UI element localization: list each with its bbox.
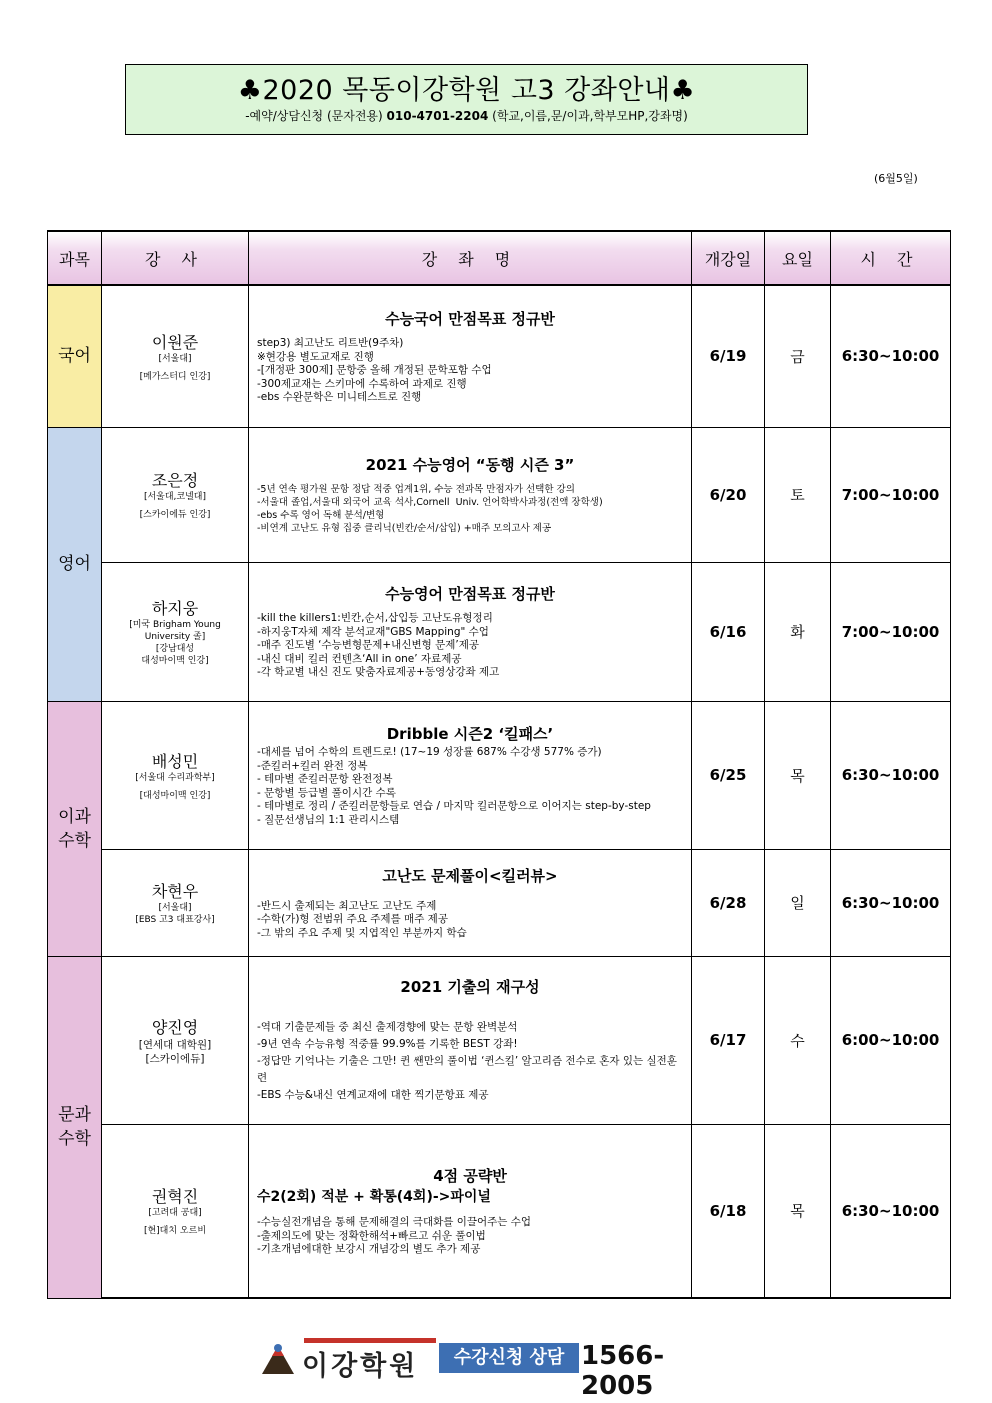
weekday: 화 (765, 562, 831, 701)
start-date: 6/18 (692, 1124, 765, 1298)
instructor-cell (102, 285, 249, 427)
course-cell (249, 849, 692, 956)
table-row (48, 1124, 951, 1298)
start-date: 6/20 (692, 427, 765, 562)
instructor-cell (102, 1124, 249, 1298)
instructor-name: 차현우 (151, 882, 199, 901)
contact-phone: 010-4701-2204 (386, 109, 489, 123)
academy-logo-icon (258, 1340, 298, 1376)
instructor-affiliation: [서울대] (158, 353, 192, 364)
course-description: -kill the killers1:빈칸,순서,삽입등 고난도유형정리 -하지웅T자체 제작 분석교재"GBS Mapping" 수업 -매주 진도별 ‘수능변형문제+내신변형 문제’제공 -내신 대비 킬러 컨텐츠‘All in one’ 자료제공 -각 학교별 내신 진도 맞춤자료제공+동영상강좌 제고 (257, 612, 500, 679)
subject-english: 영어 (48, 427, 102, 701)
course-title: 4점 공략반 (433, 1167, 507, 1185)
instructor-affiliation: [서울대] (158, 903, 192, 913)
table-header-row (48, 231, 951, 285)
instructor-name: 하지웅 (151, 599, 199, 618)
footer-banner (258, 1338, 718, 1401)
course-description: step3) 최고난도 리트반(9주차) ※현강용 별도교재로 진행 -[개정판 300제] 문항중 올해 개정된 문학포함 수업 -300제교재는 스키마에 수록하여 과제로 진행 -ebs 수완문학은 미니테스트로 진행 (257, 337, 492, 403)
table-row (48, 285, 951, 427)
instructor-affiliation: [연세대 대학원] (138, 1038, 212, 1051)
instructor-name: 권혁진 (151, 1187, 199, 1207)
weekday: 목 (765, 1124, 831, 1298)
course-title: 2021 기출의 재구성 (400, 978, 540, 996)
instructor-cell (102, 849, 249, 956)
class-time: 6:30~10:00 (831, 285, 951, 427)
weekday: 토 (765, 427, 831, 562)
logo-strip (304, 1338, 436, 1343)
table-row (48, 701, 951, 849)
schedule-table (47, 230, 951, 1299)
class-time: 6:30~10:00 (831, 1124, 951, 1298)
start-date: 6/16 (692, 562, 765, 701)
class-time: 7:00~10:00 (831, 562, 951, 701)
class-time: 6:30~10:00 (831, 849, 951, 956)
course-title: 고난도 문제풀이<킬러뷰> (382, 866, 558, 885)
start-date: 6/28 (692, 849, 765, 956)
instructor-name: 양진영 (151, 1017, 199, 1037)
course-subtitle: 수2(2회) 적분 + 확통(4회)->파이널 (257, 1189, 491, 1205)
instructor-name: 조은정 (151, 471, 199, 490)
contact-line (126, 108, 807, 124)
instructor-platform: [메가스터디 인강] (139, 371, 211, 382)
course-cell (249, 562, 692, 701)
weekday: 목 (765, 701, 831, 849)
instructor-cell (102, 427, 249, 562)
instructor-name: 이원준 (151, 332, 199, 352)
class-time: 7:00~10:00 (831, 427, 951, 562)
table-row (48, 956, 951, 1124)
instructor-cell (102, 562, 249, 701)
instructor-affiliation: [서울대 수리과학부] (135, 772, 215, 783)
instructor-platform: [스카이에듀] (145, 1052, 205, 1065)
start-date: 6/25 (692, 701, 765, 849)
header-weekday: 요일 (765, 231, 831, 285)
course-cell (249, 1124, 692, 1298)
course-cell (249, 427, 692, 562)
weekday: 금 (765, 285, 831, 427)
header-time: 시 간 (831, 231, 951, 285)
page-title: ♣2020 목동이강학원 고3 강좌안내♣ (237, 75, 696, 106)
header-course: 강 좌 명 (249, 231, 692, 285)
date-note: (6월5일) (874, 172, 918, 185)
instructor-affiliation: [서울대,코넬대] (143, 492, 207, 502)
instructor-platform: [스카이에듀 인강] (139, 510, 211, 520)
contact-prefix: -예약/상담신청 (문자전용) (245, 109, 387, 123)
instructor-cell (102, 701, 249, 849)
title-banner (125, 64, 808, 135)
subject-korean: 국어 (48, 285, 102, 427)
weekday: 수 (765, 956, 831, 1124)
course-description: -대세를 넘어 수학의 트렌드로! (17~19 성장률 687% 수강생 577% 증가) -준킬러+킬러 완전 정복 - 테마별 준킬러문항 완전정복 - 문항별 등급별 풀이시간 수록 - 테마별로 정리 / 준킬러문항들로 연습 / 마지막 킬러문항으로 이어지는 step-by-step - 질문선생님의 1:1 관리시스템 (257, 746, 651, 826)
course-description: -5년 연속 평가원 문항 정답 적중 업계1위, 수능 전과목 만점자가 선택한 강의 -서울대 졸업,서울대 외국어 교육 석사,Cornell Univ. 언어학박사과정(전액 장학생) -ebs 수록 영어 독해 분석/변형 -비연계 고난도 유형 집중 클리닉(빈칸/순서/삽입) +매주 모의고사 제공 (257, 484, 603, 534)
class-time: 6:00~10:00 (831, 956, 951, 1124)
table-row (48, 562, 951, 701)
consultation-button[interactable]: 수강신청 상담 (439, 1343, 579, 1373)
course-description: -역대 기출문제들 중 최신 출제경향에 맞는 문항 완벽분석 -9년 연속 수능유형 적중률 99.9%를 기록한 BEST 강좌! -정답만 기억나는 기출은 그만! 퀸 쌘만의 풀이법 ‘퀸스킬’ 알고리즘 전수로 혼자 있는 실전훈련 -EBS 수능&내신 연계교재에 대한 찍기문항표 제공 (257, 1021, 677, 1101)
header-instructor: 강 사 (102, 231, 249, 285)
instructor-affiliation: [미국 Brigham Young University 졸] (129, 620, 221, 642)
start-date: 6/17 (692, 956, 765, 1124)
weekday: 일 (765, 849, 831, 956)
course-description: -반드시 출제되는 최고난도 고난도 주제 -수학(가)형 전범위 주요 주제를 매주 제공 -그 밖의 주요 주제 및 지엽적인 부분까지 학습 (257, 899, 467, 939)
course-title: 수능국어 만점목표 정규반 (385, 310, 555, 328)
instructor-platform: [대성마이맥 인강] (139, 790, 211, 801)
course-cell (249, 285, 692, 427)
instructor-platform: [현]대치 오르비 (143, 1226, 207, 1237)
table-row (48, 849, 951, 956)
header-start-date: 개강일 (692, 231, 765, 285)
course-description: -수능실전개념을 통해 문제해결의 극대화를 이끌어주는 수업 -출제의도에 맞는 정확한해석+빠르고 쉬운 풀이법 -기초개념에대한 보강시 개념강의 별도 추가 제공 (257, 1216, 532, 1255)
class-time: 6:30~10:00 (831, 701, 951, 849)
footer-phone: 1566-2005 (581, 1341, 665, 1401)
header-subject: 과목 (48, 231, 102, 285)
subject-liberal-math: 문과 수학 (48, 956, 102, 1298)
course-title: 수능영어 만점목표 정규반 (385, 585, 555, 604)
course-title: 2021 수능영어 “동행 시즌 3” (365, 456, 575, 474)
table-row (48, 427, 951, 562)
instructor-platform: [강남대성 대성마이맥 인강] (141, 644, 209, 666)
instructor-name: 배성민 (151, 751, 199, 771)
instructor-affiliation: [고려대 공대] (148, 1208, 202, 1219)
start-date: 6/19 (692, 285, 765, 427)
course-cell (249, 956, 692, 1124)
course-cell (249, 701, 692, 849)
instructor-platform: [EBS 고3 대표강사] (135, 915, 215, 925)
instructor-cell (102, 956, 249, 1124)
course-title: Dribble 시즌2 ‘킬패스’ (386, 725, 554, 743)
contact-suffix: (학교,이름,문/이과,학부모HP,강좌명) (488, 109, 688, 123)
subject-science-math: 이과 수학 (48, 701, 102, 956)
academy-logo-text: 이강학원 (302, 1351, 419, 1382)
